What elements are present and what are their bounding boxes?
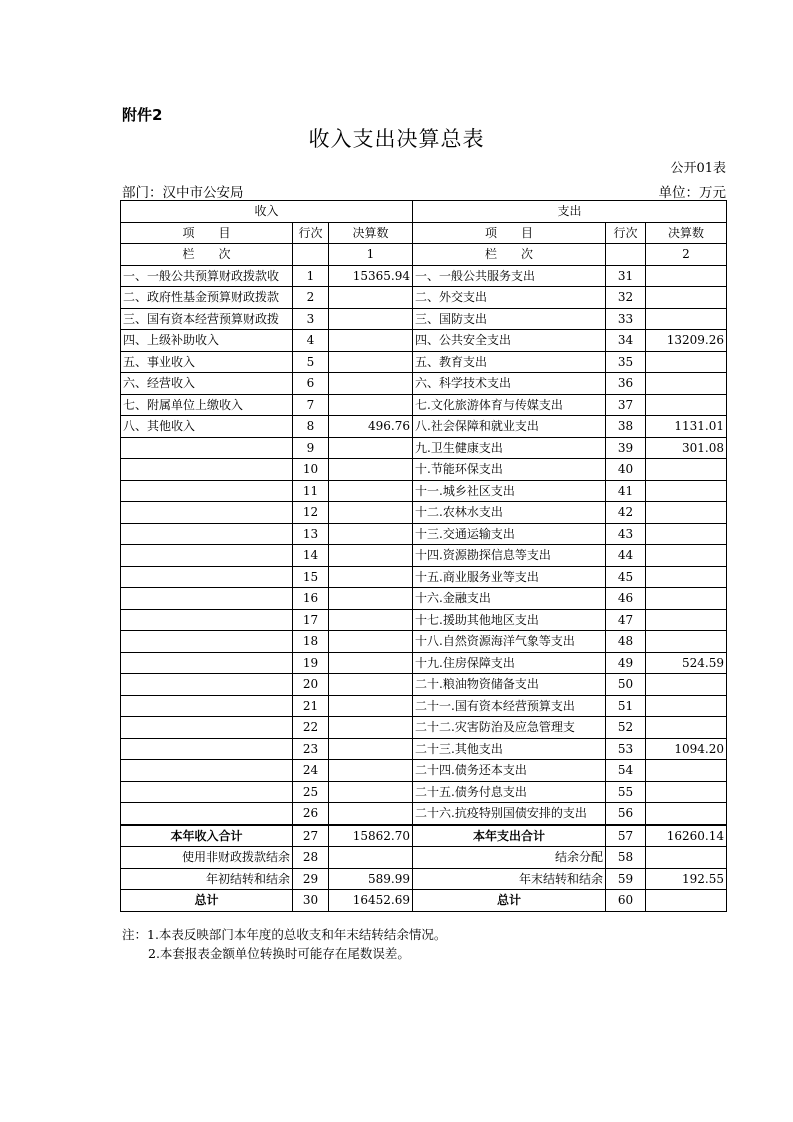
expense-row-no: 52 [606,717,646,739]
table-row [121,373,727,395]
income-col-label: 栏 次 [121,244,293,266]
expense-row-no: 34 [606,330,646,352]
income-item [121,738,293,760]
income-row-no: 22 [293,717,329,739]
income-amount [329,480,413,502]
column-header-row [121,222,727,244]
income-row-no: 1 [293,265,329,287]
expense-item: 十四.资源勘探信息等支出 [413,545,606,567]
income-col-index: 1 [329,244,413,266]
expense-item: 六、科学技术支出 [413,373,606,395]
expense-amount [646,351,727,373]
table-notes [122,925,446,963]
income-summary-label: 总计 [121,890,293,912]
income-summary-row-no: 27 [293,825,329,847]
expense-summary-label: 年末结转和结余 [413,868,606,890]
expense-summary-amount [646,890,727,912]
page-title: 收入支出决算总表 [308,127,485,151]
expense-amount [646,588,727,610]
expense-summary-amount: 16260.14 [646,825,727,847]
income-amount [329,738,413,760]
expense-amount [646,803,727,825]
income-row-no: 24 [293,760,329,782]
expense-row-no: 44 [606,545,646,567]
income-row-no: 11 [293,480,329,502]
expense-summary-row-no: 60 [606,890,646,912]
table-row [121,695,727,717]
income-summary-row-no: 30 [293,890,329,912]
table-row [121,459,727,481]
expense-summary-amount [646,847,727,869]
income-item [121,502,293,524]
income-amount [329,695,413,717]
expense-item: 十八.自然资源海洋气象等支出 [413,631,606,653]
expense-col-blank [606,244,646,266]
income-amount [329,652,413,674]
income-item [121,545,293,567]
income-header: 收入 [121,201,413,223]
income-amount [329,459,413,481]
income-row-no: 16 [293,588,329,610]
expense-row-no: 48 [606,631,646,653]
expense-item: 十三.交通运输支出 [413,523,606,545]
expense-amount [646,545,727,567]
expense-row-no: 35 [606,351,646,373]
table-row [121,588,727,610]
income-item: 七、附属单位上缴收入 [121,394,293,416]
expense-item: 五、教育支出 [413,351,606,373]
table-row [121,416,727,438]
table-row [121,566,727,588]
income-item [121,480,293,502]
table-row [121,674,727,696]
income-row-no: 15 [293,566,329,588]
income-summary-amount: 589.99 [329,868,413,890]
income-item [121,631,293,653]
expense-amount [646,717,727,739]
summary-row [121,890,727,912]
expense-item: 十.节能环保支出 [413,459,606,481]
expense-amount [646,760,727,782]
expense-row-no: 46 [606,588,646,610]
income-item [121,566,293,588]
income-row-no: 17 [293,609,329,631]
expense-item: 二十三.其他支出 [413,738,606,760]
expense-row-no: 49 [606,652,646,674]
income-item [121,523,293,545]
income-amount [329,437,413,459]
income-summary-label: 年初结转和结余 [121,868,293,890]
table-row [121,502,727,524]
income-row-no: 13 [293,523,329,545]
expense-item: 二十.粮油物资储备支出 [413,674,606,696]
expense-item: 十五.商业服务业等支出 [413,566,606,588]
income-amount [329,523,413,545]
table-row [121,609,727,631]
table-row [121,738,727,760]
income-row-no: 6 [293,373,329,395]
expense-amount: 13209.26 [646,330,727,352]
expense-row-no: 39 [606,437,646,459]
expense-row-no: 40 [606,459,646,481]
expense-amount [646,265,727,287]
income-item: 五、事业收入 [121,351,293,373]
income-item [121,459,293,481]
expense-amount [646,523,727,545]
expense-amount: 524.59 [646,652,727,674]
table-row [121,523,727,545]
expense-item: 八.社会保障和就业支出 [413,416,606,438]
table-row [121,760,727,782]
expense-row-no: 38 [606,416,646,438]
expense-col-index: 2 [646,244,727,266]
expense-amount: 1094.20 [646,738,727,760]
summary-row [121,825,727,847]
expense-item: 二十六.抗疫特别国债安排的支出 [413,803,606,825]
table-header-row [121,201,727,223]
expense-amount [646,781,727,803]
income-amount [329,717,413,739]
expense-item: 二十二.灾害防治及应急管理支 [413,717,606,739]
table-row [121,781,727,803]
income-item-header: 项 目 [121,222,293,244]
income-item: 六、经营收入 [121,373,293,395]
income-item: 三、国有资本经营预算财政拨 [121,308,293,330]
table-row [121,545,727,567]
income-amount: 15365.94 [329,265,413,287]
expense-row-no: 43 [606,523,646,545]
expense-amount [646,502,727,524]
table-row [121,308,727,330]
income-amount [329,502,413,524]
income-item [121,695,293,717]
table-row [121,330,727,352]
income-summary-row-no: 28 [293,847,329,869]
expense-row-no: 51 [606,695,646,717]
income-amount [329,631,413,653]
expense-row-no: 56 [606,803,646,825]
expense-amount [646,480,727,502]
expense-item: 三、国防支出 [413,308,606,330]
expense-summary-label: 总计 [413,890,606,912]
income-item [121,760,293,782]
expense-row-no: 55 [606,781,646,803]
income-row-no: 26 [293,803,329,825]
income-item [121,588,293,610]
expense-row-no: 42 [606,502,646,524]
table-row [121,717,727,739]
income-amount [329,566,413,588]
income-summary-amount: 15862.70 [329,825,413,847]
income-amount [329,545,413,567]
income-row-no: 14 [293,545,329,567]
expense-item: 二十四.债务还本支出 [413,760,606,782]
expense-summary-label: 结余分配 [413,847,606,869]
income-row-no: 7 [293,394,329,416]
income-amount [329,373,413,395]
expense-row-no: 31 [606,265,646,287]
expense-item: 十七.援助其他地区支出 [413,609,606,631]
table-row [121,351,727,373]
column-index-row [121,244,727,266]
income-amount [329,588,413,610]
expense-row-no: 32 [606,287,646,309]
unit-label: 单位：万元 [658,185,726,201]
income-item: 八、其他收入 [121,416,293,438]
income-row-no-header: 行次 [293,222,329,244]
expense-item: 十六.金融支出 [413,588,606,610]
income-row-no: 9 [293,437,329,459]
expense-row-no: 53 [606,738,646,760]
table-row [121,803,727,825]
income-amount [329,760,413,782]
income-amount [329,781,413,803]
expense-amount [646,695,727,717]
expense-amount [646,674,727,696]
expense-item: 一、一般公共服务支出 [413,265,606,287]
expense-amount [646,394,727,416]
income-row-no: 3 [293,308,329,330]
income-row-no: 25 [293,781,329,803]
income-row-no: 12 [293,502,329,524]
income-row-no: 21 [293,695,329,717]
expense-amount [646,308,727,330]
income-row-no: 20 [293,674,329,696]
income-summary-label: 使用非财政拨款结余 [121,847,293,869]
income-item: 一、一般公共预算财政拨款收 [121,265,293,287]
income-item [121,803,293,825]
expense-row-no: 36 [606,373,646,395]
expense-row-no: 47 [606,609,646,631]
income-row-no: 4 [293,330,329,352]
income-row-no: 19 [293,652,329,674]
expense-row-no: 54 [606,760,646,782]
budget-summary-table [120,200,727,912]
expense-summary-row-no: 59 [606,868,646,890]
summary-row [121,847,727,869]
income-summary-amount [329,847,413,869]
expense-summary-label: 本年支出合计 [413,825,606,847]
income-amount [329,308,413,330]
income-item [121,652,293,674]
income-item [121,781,293,803]
income-item [121,717,293,739]
expense-item: 九.卫生健康支出 [413,437,606,459]
income-amount: 496.76 [329,416,413,438]
expense-amount: 301.08 [646,437,727,459]
expense-item: 四、公共安全支出 [413,330,606,352]
income-amount [329,330,413,352]
expense-item: 二十一.国有资本经营预算支出 [413,695,606,717]
income-summary-label: 本年收入合计 [121,825,293,847]
table-row [121,631,727,653]
expense-amount-header: 决算数 [646,222,727,244]
income-item [121,437,293,459]
income-amount [329,287,413,309]
expense-item-header: 项 目 [413,222,606,244]
income-amount [329,803,413,825]
table-row [121,652,727,674]
expense-amount [646,287,727,309]
income-row-no: 10 [293,459,329,481]
table-row [121,437,727,459]
expense-amount [646,566,727,588]
income-amount [329,674,413,696]
income-row-no: 8 [293,416,329,438]
income-summary-amount: 16452.69 [329,890,413,912]
income-row-no: 5 [293,351,329,373]
expense-item: 七.文化旅游体育与传媒支出 [413,394,606,416]
expense-col-label: 栏 次 [413,244,606,266]
expense-summary-amount: 192.55 [646,868,727,890]
expense-row-no: 45 [606,566,646,588]
expense-row-no: 41 [606,480,646,502]
expense-row-no: 37 [606,394,646,416]
income-item [121,609,293,631]
table-row [121,287,727,309]
income-col-blank [293,244,329,266]
summary-row [121,868,727,890]
income-row-no: 23 [293,738,329,760]
income-row-no: 18 [293,631,329,653]
table-row [121,394,727,416]
expense-amount [646,459,727,481]
income-amount [329,394,413,416]
attachment-label: 附件2 [122,106,163,124]
expense-amount [646,373,727,395]
income-item: 四、上级补助收入 [121,330,293,352]
income-item: 二、政府性基金预算财政拨款 [121,287,293,309]
income-amount [329,609,413,631]
income-item [121,674,293,696]
note-1: 注：1.本表反映部门本年度的总收支和年末结转结余情况。 [122,927,447,942]
department-label: 部门：汉中市公安局 [122,185,244,201]
expense-summary-row-no: 57 [606,825,646,847]
note-2: 2.本套报表金额单位转换时可能存在尾数误差。 [148,946,410,961]
expense-item: 十九.住房保障支出 [413,652,606,674]
expense-amount: 1131.01 [646,416,727,438]
income-row-no: 2 [293,287,329,309]
table-row [121,480,727,502]
income-amount [329,351,413,373]
expense-item: 二、外交支出 [413,287,606,309]
expense-item: 十一.城乡社区支出 [413,480,606,502]
expense-header: 支出 [413,201,727,223]
form-number: 公开01表 [670,161,726,176]
expense-item: 二十五.债务付息支出 [413,781,606,803]
expense-amount [646,631,727,653]
expense-amount [646,609,727,631]
expense-summary-row-no: 58 [606,847,646,869]
expense-row-no-header: 行次 [606,222,646,244]
income-summary-row-no: 29 [293,868,329,890]
expense-row-no: 33 [606,308,646,330]
expense-item: 十二.农林水支出 [413,502,606,524]
income-amount-header: 决算数 [329,222,413,244]
expense-row-no: 50 [606,674,646,696]
table-row [121,265,727,287]
